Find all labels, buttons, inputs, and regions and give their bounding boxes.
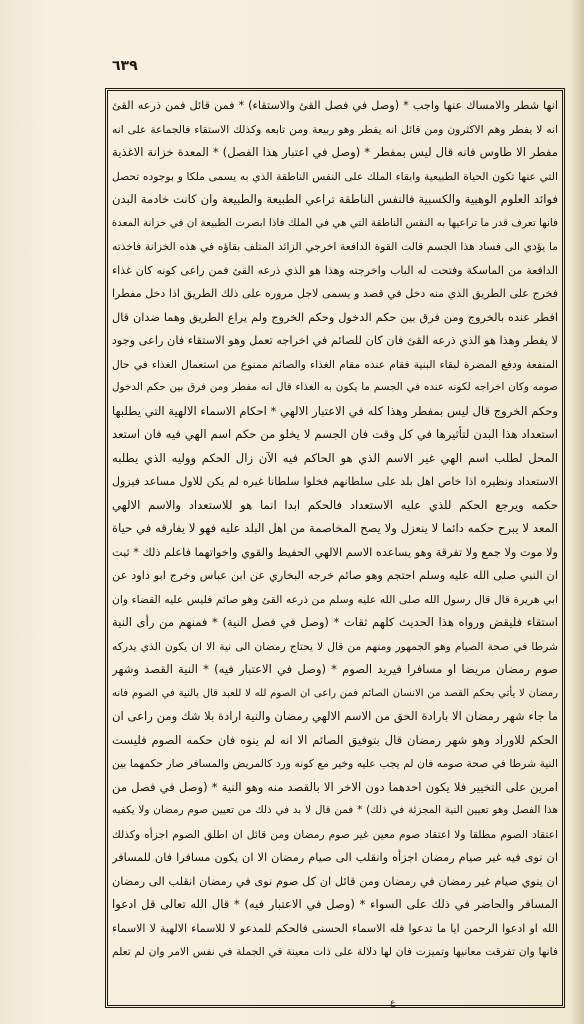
text-line: لا يفطر وهذا هو الذي ذرعه القئ فان كان للصائم في اخراجه تعمل وهو الاستقاء فان راعى وجود: [112, 334, 558, 347]
text-line: هذا الفصل وهو تعيين النية المجزئة في ذلك) * فمن قال لا بد في ذلك من تعيين صوم رمضان ولا يكفيه: [112, 804, 558, 816]
text-line: فوائد العلوم الوهبية والكسبية فالنفس الناطقة تراعي الطبيعة والطبيعة وان كانت خادمة البدن: [112, 192, 558, 206]
text-line: ان نوى فيه غير صيام رمضان اجزأه وانقلب الى صيام رمضان الا ان يكون مسافرا فان للمسافر: [112, 851, 558, 864]
text-line: حكمه ويرجع الحكم للذي عليه الاستعداد فالحكم ابدا انما هو للاستعداد والاسم الالهي: [112, 497, 558, 512]
text-line: فانها وان تفرقت معانيها وتميزت فان لها دلالة على ذات معينة في الجملة في نفس الامر وان لم تعلم: [112, 945, 558, 958]
text-line: افطر عنده بالخروج ومن فرق بين حكم الدخول وحكم الخروج ولم يراع الطريق وهما ضدان قال: [112, 310, 558, 324]
text-line: النية شرطا في صحة صومه فان لم يجب عليه وخير مع كونه ورد كالمريض والمسافر صار حكمهما بين: [112, 757, 558, 770]
text-line: صوم رمضان مريضا او مسافرا فيريد الصوم * (وصل في الاعتبار فيه) * النية القصد وشهر: [112, 662, 558, 676]
text-line: الدافعة من الماسكة وفتحت له الباب واخرجته وهذا هو الذي ذرعه القئ فمن راعى كونه كان غذاء: [112, 263, 558, 277]
text-line: شرطا في صحة الصيام وهو الجمهور ومنهم من قال لا يحتاج رمضان الى نية الا ان يكون الذي يدركه: [112, 639, 558, 653]
page-number: ٦٣٩: [112, 58, 138, 74]
text-line: صومه وكان اخراجه لكونه عنده في الجسم ما يكون به الغذاء قال انه مفطر ومن فرق بين حكم الدخول: [112, 381, 558, 393]
spine-shadow: [570, 0, 584, 1024]
text-line: فخرج على الطريق الذي منه دخل في قصد و يسمى لاجل مروره على ذلك الطريق اذا دخل مفطرا: [112, 287, 558, 300]
text-line: استقاء فليقض ورواه هذا الحديث كلهم ثقات * (وصل في فصل النية) * فمنهم من رأى النية: [112, 615, 558, 629]
text-line: مفطر الا طاوس فانه قال ليس بمفطر * (وصل في اعتبار هذا الفصل) * المعدة خزانة الاغذية: [112, 145, 558, 159]
text-line: الحكم للاوراد وهو شهر رمضان قال بتوفيق الصائم الا انه لم ينوه فان حكمه الصوم فليست: [112, 732, 558, 747]
text-line: الاستعداد ونظيره اذا خاص اهل بلد على سلطانهم فخلوا سلطانا غيره لم يكن للاول مساعد فيزول: [112, 475, 558, 488]
text-line: انها شطر والامساك عنها واجب * (وصل في فصل القئ والاستقاء) * فمن قائل فمن ذرعه القئ: [112, 99, 558, 112]
text-line: المسافر والحاضر في ذلك على السواء * (وصل في الاعتبار فيه) * قال الله تعالى قل ادعوا: [112, 897, 558, 911]
text-line: المعد لا يبرح حكمه دائما لا ينعزل ولا يصح المخاصمة من اهل البلد عليه فهو لا يفارقه في حياة: [112, 521, 558, 535]
main-text-block: [112, 94, 558, 996]
text-line: انه لا يفطر وهم الاكثرون ومن قائل انه يفطر وهو ربيعة ومن تابعه وكذلك الاستقاء فالجماعة على انه: [112, 122, 558, 136]
text-line: رمضان لا يأتي بحكم القصد من الانسان الصائم فمن راعى ان الصوم لله لا للعبد قال بالنية في الصوم فانه: [112, 687, 558, 699]
catchword: ع: [390, 998, 396, 1008]
text-line: ولا موت ولا جمع ولا تفرقة وهو يساعده الاسم الالهي الحفيظ والقوي واخواتهما فاعلم ذلك * ثبت: [112, 545, 558, 559]
text-line: اعتقاد الصوم مطلقا ولا اعتقاد صوم معين غير صوم رمضان ومن قائل ان اطلق الصوم اجزأه وكذلك: [112, 827, 558, 841]
text-line: ان النبي صلى الله عليه وسلم احتجم وهو صائم خرجه البخاري عن ابن عباس وخرج ابو داود عن: [112, 569, 558, 582]
text-line: فانها تعرف قدر ما تراعيها به النفس الناطقة التي هي في الملك فاذا ابصرت الطبيعة ان في خزانة المعدة: [112, 216, 558, 229]
text-line: ابي هريرة قال قال رسول الله صلى الله عليه وسلم من ذرعه القئ وهو صائم فليس عليه القضاء وان: [112, 592, 558, 606]
text-line: استعداد هذا البدن لتأثيرها في كل وقت فان الجسم لا يخلو من حكم اسم الهي فيه فان استعد: [112, 427, 558, 441]
text-line: امرين على التخيير فلا يكون احدهما دون الاخر الا بالقصد منه وهو النية * (وصل في فصل من: [112, 779, 558, 794]
text-line: الله او ادعوا الرحمن ايا ما تدعوا فله الاسماء الحسنى فالحكم للمدعو لا للاسماء الالهية لا الاسماء: [112, 921, 558, 935]
text-line: ما جاء شهر رمضان الا بارادة الحق من الاسم الالهي رمضان والنية ارادة بلا شك ومن راعى ان: [112, 709, 558, 723]
text-line: وحكم الخروج قال ليس بمفطر وهذا كله في الاعتبار الالهي * احكام الاسماء الالهية التي يطلبها: [112, 403, 558, 418]
text-line: ان ينوي صيام غير رمضان في رمضان ومن قائل ان كل صوم نوى في رمضان انقلب الى رمضان: [112, 874, 558, 888]
text-line: المنفعة ودفع المضرة لبقاء البنية فقام عنده مقام الغذاء والصائم ممنوع من استعمال الغذاء في حال: [112, 357, 558, 371]
text-line: ما يؤدي الى فساد هذا الجسم قالت القوة الدافعة اخرجي الزائد المتلف بقاؤه في هذه الخزانة فاخذته: [112, 240, 558, 253]
text-line: التي عنها تكون الحياة الطبيعية وابقاء الملك على النفس الناطقة الذي به يسمى ملكا و بوجوده تحصل: [112, 169, 558, 183]
text-line: المحل لطلب اسم الهي غير الاسم الذي هو الحاكم فيه الآن زال الحكم ووليه الذي يطلبه: [112, 450, 558, 465]
